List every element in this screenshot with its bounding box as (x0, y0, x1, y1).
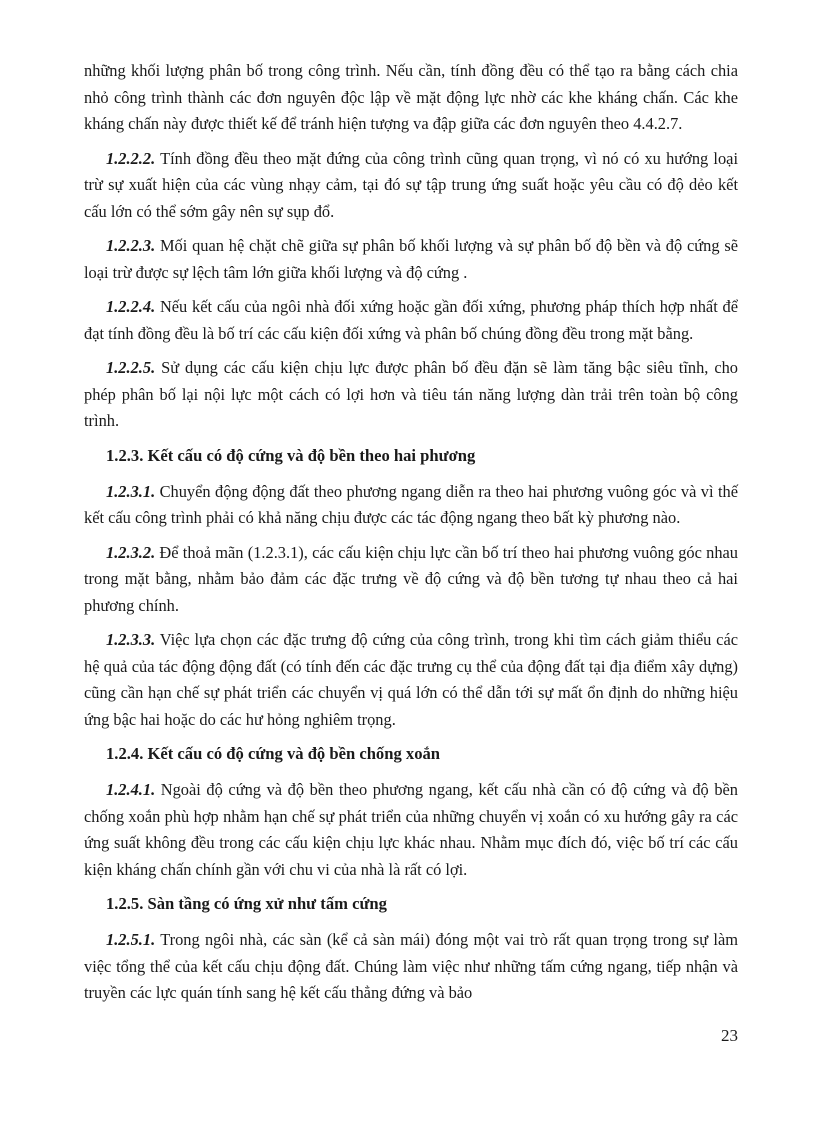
clause-text: Mối quan hệ chặt chẽ giữa sự phân bố khối lượng và sự phân bố độ bền và độ cứng sẽ loại trừ được sự lệch tâm lớn giữa khối lượng và độ cứng . (84, 236, 738, 282)
clause-number: 1.2.2.3. (106, 236, 156, 255)
paragraph-1-2-3-1 (84, 479, 738, 532)
clause-number: 1.2.3.2. (106, 542, 156, 562)
section-heading-1-2-3: 1.2.3. Kết cấu có độ cứng và độ bền theo hai phương (106, 445, 476, 465)
intro-paragraph: những khối lượng phân bố trong công trình. Nếu cần, tính đồng đều có thể tạo ra bằng cách chia nhỏ công trình thành các đơn nguyên độc lập về mặt động lực nhờ các khe kháng chấn. Các khe kháng chấn này được thiết kế để tránh hiện tượng va đập giữa các đơn nguyên theo 4.4.2.7. (84, 61, 738, 133)
clause-text: Chuyển động động đất theo phương ngang diễn ra theo hai phương vuông góc và vì thế kết cấu công trình phải có khả năng chịu được các tác động ngang theo bất kỳ phương nào. (84, 481, 738, 527)
clause-number: 1.2.4.1. (106, 780, 156, 799)
paragraph-1-2-2-2 (84, 146, 738, 226)
page-number: 23 (721, 1026, 738, 1045)
clause-text: Trong ngôi nhà, các sàn (kể cả sàn mái) đóng một vai trò rất quan trọng trong sự làm việc tổng thể của kết cấu chịu động đất. Chúng làm việc như những tấm cứng ngang, tiếp nhận và truyền các lực quán tính sang hệ kết cấu thẳng đứng và bảo (84, 930, 738, 1002)
clause-text: Sử dụng các cấu kiện chịu lực được phân bố đều đặn sẽ làm tăng bậc siêu tĩnh, cho phép phân bố lại nội lực một cách có lợi hơn và tiêu tán năng lượng dàn trải trên toàn bộ công trình. (84, 358, 738, 430)
clause-text: Việc lựa chọn các đặc trưng độ cứng của công trình, trong khi tìm cách giảm thiểu các hệ quả của tác động động đất (có tính đến các đặc trưng cụ thể của động đất tại địa điểm xây dựng) cũng cần hạn chế sự phát triển các chuyển vị quá lớn có thể dẫn tới sự mất ổn định do những hiệu ứng bậc hai hoặc do các hư hỏng nghiêm trọng. (84, 630, 738, 729)
clause-number: 1.2.2.4. (106, 297, 156, 316)
clause-number: 1.2.3.3. (106, 630, 156, 649)
paragraph-1-2-4-1 (84, 777, 738, 883)
paragraph-1-2-2-3 (84, 233, 738, 286)
clause-text: Ngoài độ cứng và độ bền theo phương ngang, kết cấu nhà cần có độ cứng và độ bền chống xoắn phù hợp nhằm hạn chế sự phát triển của những chuyển vị xoắn có xu hướng gây ra các ứng suất không đều trong các cấu kiện chịu lực khác nhau. Nhằm mục đích đó, việc bố trí các cấu kiện kháng chấn chính gần với chu vi của nhà là rất có lợi. (84, 780, 738, 879)
clause-number: 1.2.3.1. (106, 481, 156, 501)
section-heading-1-2-4: 1.2.4. Kết cấu có độ cứng và độ bền chống xoắn (106, 744, 441, 763)
clause-number: 1.2.2.5. (106, 358, 156, 377)
page-body (84, 58, 738, 1015)
clause-text: Tính đồng đều theo mặt đứng của công trình cũng quan trọng, vì nó có xu hướng loại trừ sự xuất hiện của các vùng nhạy cảm, tại đó sự tập trung ứng suất hoặc yêu cầu có độ dẻo kết cấu lớn có thể sớm gây nên sự sụp đổ. (84, 148, 738, 221)
clause-number: 1.2.5.1. (106, 930, 156, 949)
section-heading-1-2-5: 1.2.5. Sàn tầng có ứng xử như tấm cứng (106, 894, 387, 913)
paragraph-1-2-5-1 (84, 927, 738, 1007)
paragraph-1-2-3-3 (84, 627, 738, 733)
clause-text: Nếu kết cấu của ngôi nhà đối xứng hoặc gần đối xứng, phương pháp thích hợp nhất để đạt tính đồng đều là bố trí các cấu kiện đối xứng và phân bố chúng đồng đều trong mặt bằng. (84, 297, 738, 343)
clause-number: 1.2.2.2. (106, 148, 156, 168)
paragraph-1-2-2-5 (84, 355, 738, 435)
clause-text: Để thoả mãn (1.2.3.1), các cấu kiện chịu lực cần bố trí theo hai phương vuông góc nhau trong mặt bằng, nhằm bảo đảm các đặc trưng về độ cứng và độ bền tương tự nhau theo cả hai phương chính. (84, 542, 738, 615)
paragraph-1-2-2-4 (84, 294, 738, 347)
paragraph-1-2-3-2 (84, 540, 738, 620)
